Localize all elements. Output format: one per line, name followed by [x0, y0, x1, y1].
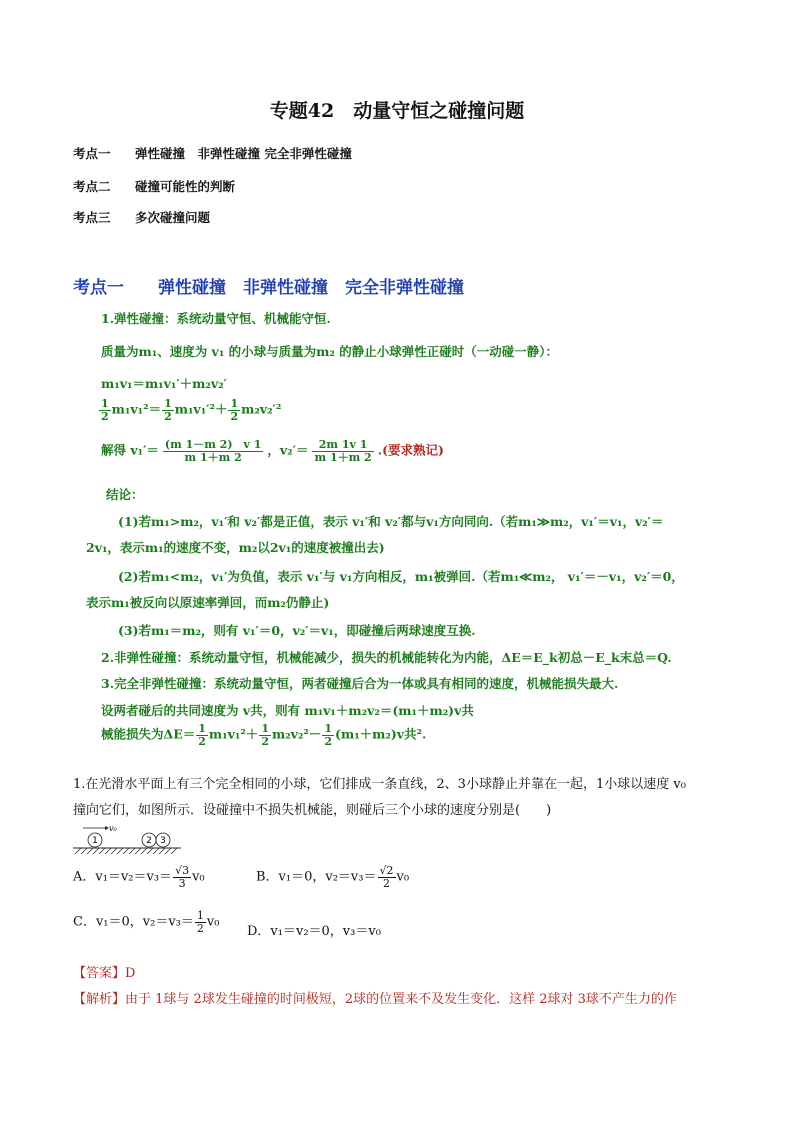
- answer-tag: 【答案】: [73, 966, 126, 981]
- energy-loss-eq: 械能损失为ΔE＝ $\frac{1}{2}$ m₁v₁²＋ $\frac{1}{2}$ m₂v₂²－ $\frac{1}{2}$ (m₁＋m₂)v共².: [101, 722, 427, 748]
- conclusion-1a: (1)若m₁>m₂，v₁′和 v₂′都是正值，表示 v₁′和 v₂′都与v₁方向同向.（若m₁≫m₂，v₁′＝v₁，v₂′＝: [118, 514, 664, 529]
- collision-figure: [73, 822, 183, 856]
- ball-3-label: 3: [160, 836, 166, 846]
- page-title: 专题42 动量守恒之碰撞问题: [269, 100, 525, 122]
- toc-text: 多次碰撞问题: [135, 210, 211, 225]
- option-d: D．v₁＝v₂＝0，v₃＝v₀: [247, 924, 381, 939]
- conclusion-2b: 表示m₁被反向以原速率弹回，而m₂仍静止): [86, 595, 330, 610]
- toc-num: 考点三: [73, 210, 111, 225]
- ball-2-label: 2: [146, 836, 152, 846]
- analysis-text: 由于 1球与 2球发生碰撞的时间极短，2球的位置来不及发生变化．这样 2球对 3球不产生力的作: [125, 992, 677, 1007]
- conclusion-1b: 2v₁，表示m₁的速度不变，m₂以2v₁的速度被撞出去): [86, 540, 385, 555]
- analysis-line: [73, 988, 677, 1007]
- toc-item-3: [73, 208, 210, 226]
- toc-item-1: [73, 144, 352, 162]
- velocity-label: v₀: [109, 824, 117, 833]
- momentum-eq: m₁v₁＝m₁v₁′＋m₂v₂′: [101, 376, 227, 391]
- toc-num: 考点二: [73, 179, 111, 194]
- section-heading: 考点一 弹性碰撞 非弹性碰撞 完全非弹性碰撞: [73, 278, 464, 298]
- elastic-setup: 质量为m₁、速度为 v₁ 的小球与质量为m₂ 的静止小球弹性正碰时（一动碰一静）：: [101, 344, 558, 359]
- question-stem-line2: 撞向它们，如图所示．设碰撞中不损失机械能，则碰后三个小球的速度分别是( ): [73, 803, 552, 818]
- toc-num: 考点一: [73, 146, 111, 161]
- inelastic-def: 2.非弹性碰撞：系统动量守恒，机械能减少，损失的机械能转化为内能，ΔE＝E_k初总－E_k末总＝Q.: [101, 650, 672, 665]
- toc-text: 碰撞可能性的判断: [135, 179, 236, 194]
- analysis-tag: 【解析】: [73, 992, 126, 1007]
- energy-eq: $\frac{1}{2}$ m₁v₁²＝ $\frac{1}{2}$ m₁v₁′²＋ $\frac{1}{2}$ m₂v₂′²: [101, 397, 282, 423]
- question-stem-line1: 1.在光滑水平面上有三个完全相同的小球，它们排成一条直线，2、3小球静止并靠在一起，1小球以速度 v₀: [73, 777, 686, 792]
- common-velocity: 设两者碰后的共同速度为 v共，则有 m₁v₁＋m₂v₂＝(m₁＋m₂)v共: [101, 703, 474, 718]
- answer-value: D: [125, 966, 136, 981]
- toc-text: 弹性碰撞 非弹性碰撞 完全非弹性碰撞: [135, 146, 352, 161]
- ground-hatching: [75, 848, 177, 854]
- solution-eq: 解得 v₁′＝ $\frac{(m 1-m 2) v 1}{m 1+m 2}$ ，v₂′＝ $\frac{2m 1v 1}{m 1+m 2}$ .(要求熟记): [101, 438, 444, 464]
- option-a: A．v₁＝v₂＝v₃＝ $\frac{√3}{3}$ v₀: [73, 864, 205, 890]
- option-b: B．v₁＝0，v₂＝v₃＝ $\frac{√2}{2}$ v₀: [256, 864, 410, 890]
- toc-item-2: [73, 177, 235, 195]
- conclusion-3: (3)若m₁＝m₂，则有 v₁′＝0，v₂′＝v₁，即碰撞后两球速度互换.: [118, 623, 476, 638]
- memorize-note: (要求熟记): [382, 442, 444, 458]
- ball-1-label: 1: [92, 836, 98, 846]
- perfectly-inelastic-def: 3.完全非弹性碰撞：系统动量守恒，两者碰撞后合为一体或具有相同的速度，机械能损失最大.: [101, 676, 619, 691]
- conclusion-label: 结论：: [106, 487, 144, 502]
- conclusion-2a: (2)若m₁<m₂，v₁′为负值，表示 v₁′与 v₁方向相反，m₁被弹回.（若m₁≪m₂， v₁′＝－v₁，v₂′＝0，: [118, 569, 684, 584]
- answer-line: [73, 962, 135, 981]
- elastic-def: 1.弹性碰撞：系统动量守恒、机械能守恒.: [101, 311, 331, 326]
- option-c: C．v₁＝0，v₂＝v₃＝ $\frac{1}{2}$ v₀: [73, 909, 220, 935]
